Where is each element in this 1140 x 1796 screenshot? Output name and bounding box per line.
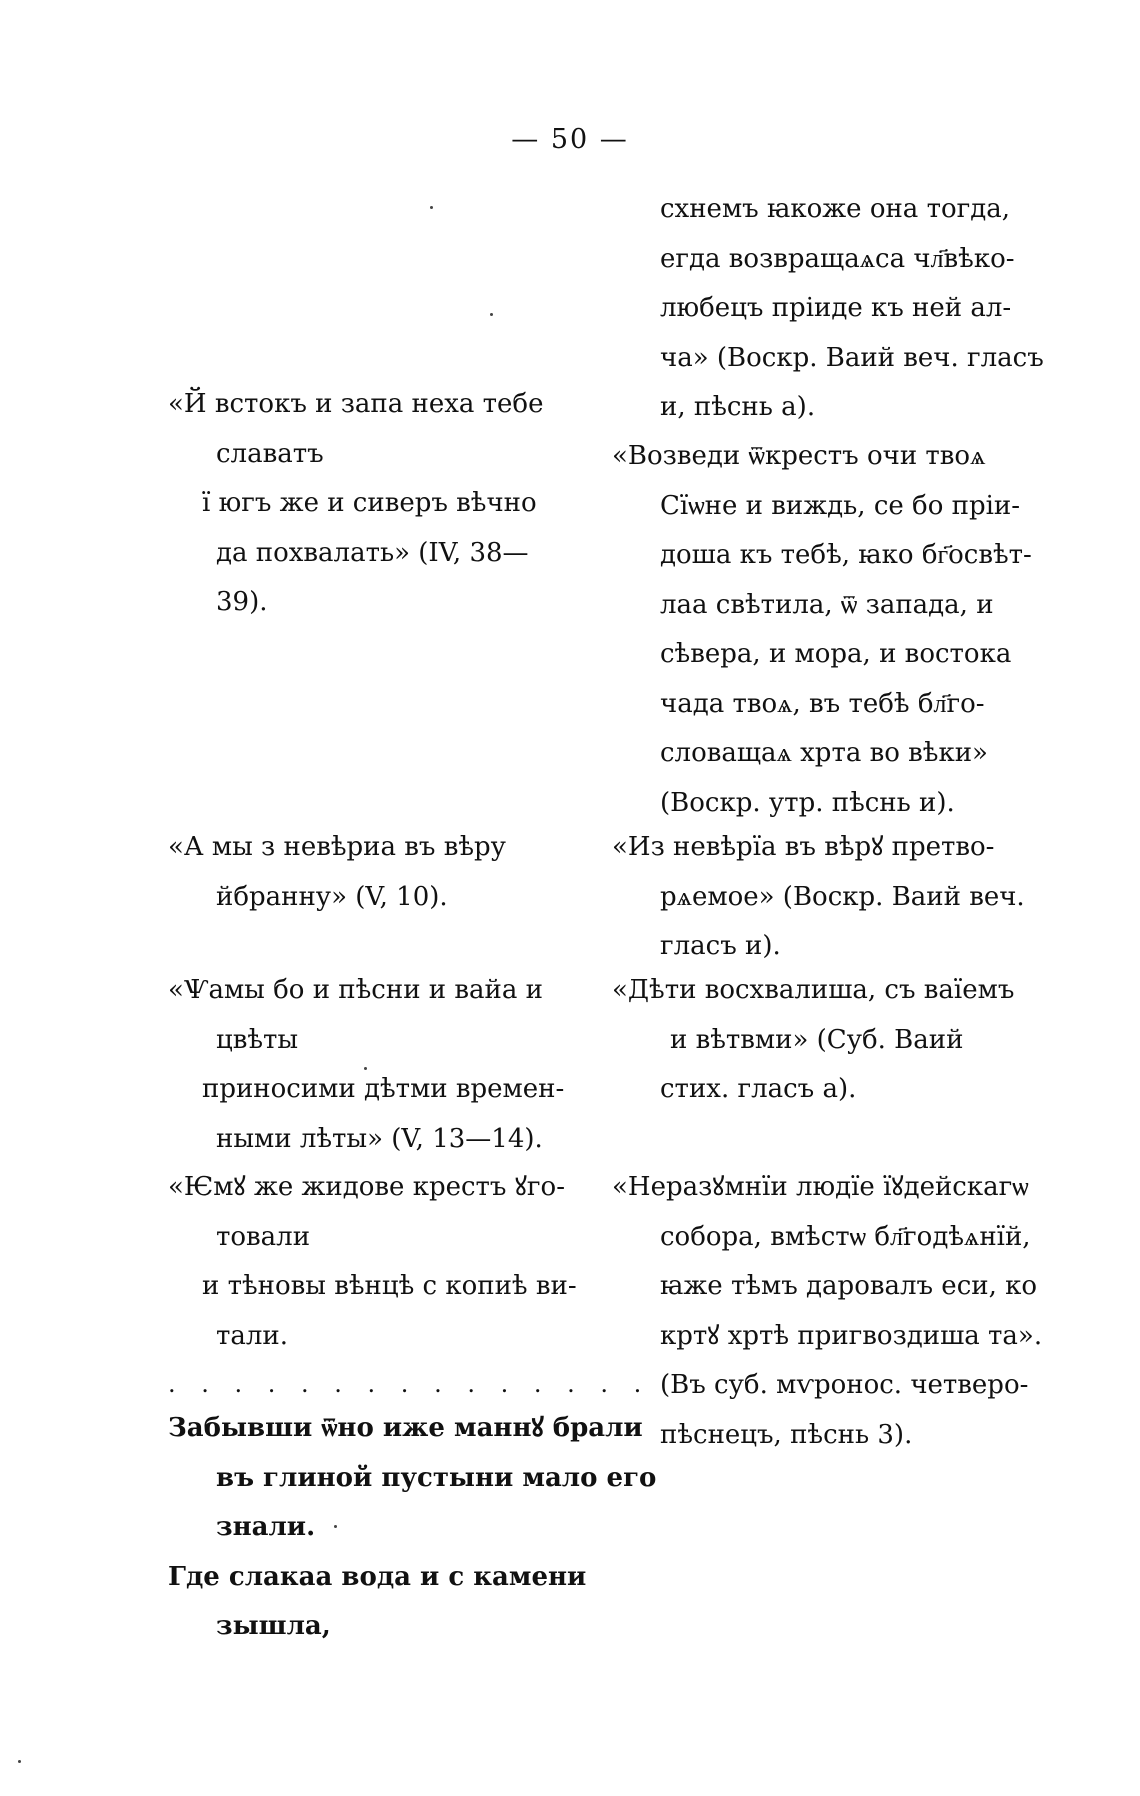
- text-line: въ глиной пустыни мало его: [216, 1462, 657, 1493]
- text-line: доша къ тебѣ, ꙗко бг҃освѣт-: [660, 540, 1032, 570]
- text-line: Забывши ѿно иже маннꙋ брали: [168, 1413, 643, 1443]
- text-line: и вѣтвми» (Суб. Ваий: [670, 1024, 964, 1055]
- text-line: пѣснецъ, пѣснь 3).: [660, 1419, 913, 1450]
- text-line: товали: [216, 1221, 311, 1252]
- text-line: гласъ и).: [660, 931, 781, 961]
- text-line: ными лѣты» (V, 13—14).: [216, 1123, 543, 1154]
- print-speck: [334, 1525, 337, 1528]
- text-line: цвѣты: [216, 1024, 299, 1055]
- text-line: (Воскр. утр. пѣснь и).: [660, 787, 955, 818]
- print-speck: [364, 1067, 367, 1070]
- text-line: «Ѥмꙋ же жидове крестъ ꙋго-: [168, 1172, 565, 1202]
- text-line: чада твоѧ, въ тебѣ бл҃го-: [660, 688, 985, 719]
- left-block-1: [168, 380, 578, 628]
- text-line: рѧемое» (Воскр. Ваий веч.: [660, 881, 1025, 912]
- text-line: «Из невѣрїа въ вѣрꙋ претво-: [612, 832, 995, 862]
- text-line: «Возведи ѿкрестъ очи твоѧ: [612, 441, 986, 471]
- text-line: да похвалать» (IV, 38—: [216, 537, 529, 568]
- right-block-5: [612, 1163, 1043, 1460]
- text-line: «Й встокъ и запа неха тебе: [168, 389, 544, 419]
- text-line: и тѣновы вѣнцѣ с копиѣ ви-: [202, 1271, 577, 1301]
- text-line: тали.: [216, 1320, 288, 1351]
- text-line: славатъ: [216, 438, 324, 469]
- right-block-1: [612, 185, 1044, 433]
- text-line: 39).: [216, 587, 268, 617]
- left-dots: [168, 1360, 651, 1410]
- text-line: стих. гласъ а).: [660, 1074, 857, 1104]
- left-block-5: [168, 1404, 657, 1652]
- text-line: ї югъ же и сиверъ вѣчно: [202, 488, 537, 518]
- text-line: йбранну» (V, 10).: [216, 881, 448, 912]
- text-line: собора, вмѣстѡ бл҃годѣѧнїй,: [660, 1221, 1031, 1252]
- text-line: «Неразꙋмнїи людїе їꙋдейскагѡ: [612, 1172, 1029, 1202]
- ellipsis-rule: . . . . . . . . . . . . . . .: [168, 1370, 651, 1398]
- text-line: знали.: [216, 1512, 316, 1542]
- text-line: «Ѱамы бо и пѣсни и вайа и: [168, 975, 543, 1005]
- text-line: егда возвращаѧса чл҃вѣко-: [660, 243, 1015, 274]
- text-line: Где слакаа вода и с камени: [168, 1561, 587, 1592]
- text-line: «Дѣти восхвалиша, съ ваїемъ: [612, 975, 1015, 1005]
- left-block-3: [168, 966, 578, 1164]
- text-line: (Въ суб. мѵронос. четверо-: [660, 1370, 1029, 1400]
- text-line: словащаѧ хрта во вѣки»: [660, 738, 988, 768]
- text-line: ча» (Воскр. Ваий веч. гласъ: [660, 342, 1044, 373]
- text-line: ꙗже тѣмъ даровалъ еси, ко: [660, 1271, 1038, 1301]
- print-speck: [430, 206, 433, 209]
- print-speck: [490, 313, 493, 316]
- page-number: — 50 —: [511, 124, 629, 155]
- text-line: любецъ пріиде къ ней ал-: [660, 293, 1012, 323]
- left-block-2: [168, 823, 578, 922]
- text-line: кртꙋ хртѣ пригвоздиша та».: [660, 1320, 1043, 1351]
- text-line: схнемъ ꙗкоже она тогда,: [660, 194, 1010, 224]
- text-line: приносими дѣтми времен-: [202, 1074, 565, 1104]
- text-line: зышла,: [216, 1611, 331, 1641]
- text-line: Сїѡне и виждь, се бо пріи-: [660, 490, 1021, 521]
- right-block-4: [612, 966, 1032, 1115]
- text-line: «А мы з невѣриа въ вѣру: [168, 832, 506, 862]
- text-line: сѣвера, и мора, и востока: [660, 639, 1012, 669]
- right-block-3: [612, 823, 1032, 972]
- text-line: лаа свѣтила, ѿ запада, и: [660, 589, 994, 620]
- left-block-4: [168, 1163, 578, 1361]
- print-speck: [18, 1760, 21, 1763]
- text-line: и, пѣснь а).: [660, 392, 816, 422]
- right-block-2: [612, 432, 1032, 828]
